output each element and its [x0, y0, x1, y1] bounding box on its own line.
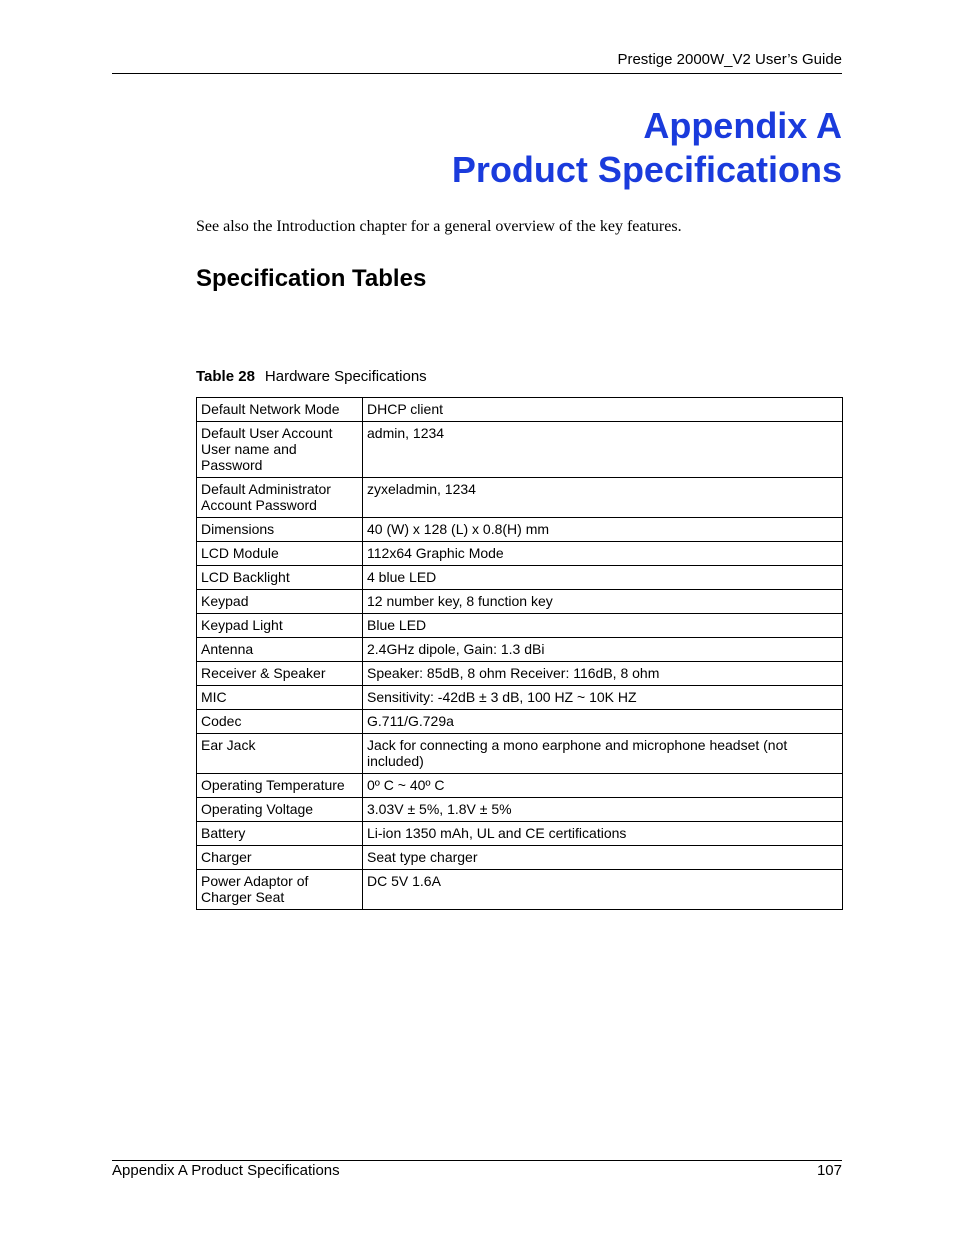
- table-caption: [196, 368, 427, 385]
- table-row: [197, 822, 843, 846]
- table-row: [197, 710, 843, 734]
- spec-label: Battery: [197, 822, 363, 846]
- spec-value: Li-ion 1350 mAh, UL and CE certifications: [363, 822, 843, 846]
- page-number: 107: [816, 1162, 842, 1179]
- spec-label: Antenna: [197, 638, 363, 662]
- section-heading: Specification Tables: [196, 265, 427, 292]
- spec-label: Keypad: [197, 590, 363, 614]
- spec-value: 112x64 Graphic Mode: [363, 542, 843, 566]
- table-row: [197, 518, 843, 542]
- spec-value: admin, 1234: [363, 422, 843, 478]
- chapter-title-line2: Product Specifications: [451, 149, 842, 190]
- footer-divider: [112, 1160, 842, 1161]
- table-row: [197, 774, 843, 798]
- spec-value: 0º C ~ 40º C: [363, 774, 843, 798]
- table-row: [197, 846, 843, 870]
- spec-value: Speaker: 85dB, 8 ohm Receiver: 116dB, 8 ohm: [363, 662, 843, 686]
- table-row: [197, 398, 843, 422]
- spec-value: 2.4GHz dipole, Gain: 1.3 dBi: [363, 638, 843, 662]
- hardware-specifications-table: [196, 397, 843, 910]
- spec-label: MIC: [197, 686, 363, 710]
- chapter-title-line1: Appendix A: [643, 105, 842, 146]
- table-row: [197, 798, 843, 822]
- spec-label: Default User Account User name and Password: [197, 422, 363, 478]
- chapter-title: [452, 104, 842, 192]
- spec-label: Default Network Mode: [197, 398, 363, 422]
- table-row: [197, 542, 843, 566]
- spec-label: Operating Temperature: [197, 774, 363, 798]
- table-row: [197, 614, 843, 638]
- table-row: [197, 590, 843, 614]
- spec-label: Power Adaptor of Charger Seat: [197, 870, 363, 910]
- spec-value: Jack for connecting a mono earphone and microphone headset (not included): [363, 734, 843, 774]
- intro-paragraph: See also the Introduction chapter for a general overview of the key features.: [196, 218, 682, 235]
- spec-label: Codec: [197, 710, 363, 734]
- spec-label: LCD Module: [197, 542, 363, 566]
- spec-label: Default Administrator Account Password: [197, 478, 363, 518]
- table-row: [197, 566, 843, 590]
- table-row: [197, 870, 843, 910]
- spec-value: Blue LED: [363, 614, 843, 638]
- spec-value: G.711/G.729a: [363, 710, 843, 734]
- header-divider: [112, 73, 842, 74]
- spec-label: Operating Voltage: [197, 798, 363, 822]
- spec-value: Sensitivity: -42dB ± 3 dB, 100 HZ ~ 10K HZ: [363, 686, 843, 710]
- spec-value: 4 blue LED: [363, 566, 843, 590]
- spec-value: 3.03V ± 5%, 1.8V ± 5%: [363, 798, 843, 822]
- spec-label: Ear Jack: [197, 734, 363, 774]
- table-row: [197, 662, 843, 686]
- spec-value: Seat type charger: [363, 846, 843, 870]
- spec-label: Receiver & Speaker: [197, 662, 363, 686]
- table-row: [197, 734, 843, 774]
- table-row: [197, 422, 843, 478]
- spec-label: LCD Backlight: [197, 566, 363, 590]
- table-body: [197, 398, 843, 910]
- spec-value: 40 (W) x 128 (L) x 0.8(H) mm: [363, 518, 843, 542]
- spec-value: 12 number key, 8 function key: [363, 590, 843, 614]
- spec-value: zyxeladmin, 1234: [363, 478, 843, 518]
- table-caption-number: Table 28: [196, 368, 255, 385]
- spec-value: DHCP client: [363, 398, 843, 422]
- spec-label: Keypad Light: [197, 614, 363, 638]
- running-footer: Appendix A Product Specifications: [112, 1162, 340, 1179]
- spec-label: Dimensions: [197, 518, 363, 542]
- table-row: [197, 478, 843, 518]
- table-row: [197, 638, 843, 662]
- spec-value: DC 5V 1.6A: [363, 870, 843, 910]
- running-header: Prestige 2000W_V2 User’s Guide: [617, 51, 842, 68]
- table-caption-title: Hardware Specifications: [264, 368, 427, 385]
- table-row: [197, 686, 843, 710]
- spec-label: Charger: [197, 846, 363, 870]
